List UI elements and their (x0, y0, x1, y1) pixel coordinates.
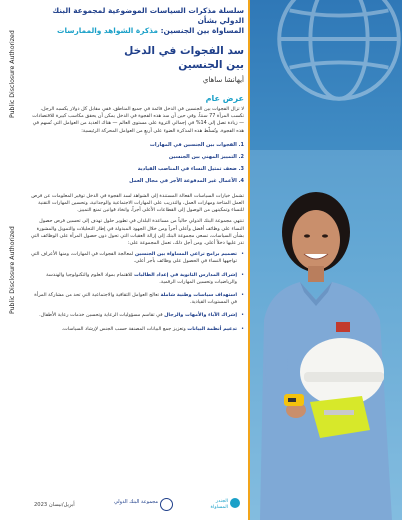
action-item (30, 272, 244, 286)
action-text: تعالج العوامل الثقافية والاجتماعية التي تحد من مشاركة المرأة في المستويات القيادية. (34, 292, 237, 306)
action-lead: إشراك المدارس الثانوية في إعداد الطالبات (134, 271, 237, 278)
action-item (30, 326, 244, 333)
publication-date: أبريل/نيسان 2023 (34, 502, 75, 508)
action-text: لمعالجة الفجوات في المهارات، ومنها الأعراف التي تواجهها النساء في الحصول على وظائف بأجر أعلى. (31, 251, 237, 265)
policy-options-paragraph: تشمل خيارات السياسات الفعالة المستندة إلى الشواهد لسد الفجوة في الدخل توفير المعلومات عن فرص العمل المتاحة ومهارات العمل، والتدريب على المهارات الاجتماعية والوجدانية، وتحسين المهارات التقنية للنساء وتمكينهن من الوصول إلى القطاعات الأعلى أجراً، واتخاذ قوانين تمنع التمييز. (31, 192, 244, 214)
action-text: وتعزيز جمع البيانات المصنفة حسب الجنس لإرشاد السياسات. (61, 325, 186, 332)
gender-logo (202, 497, 242, 512)
world-bank-work-paragraph: تنتهي مجموعة البنك الدولي حالياً من مساعدة البلدان في تطوير حلول تهدف إلى تحسين فرص حصول النساء على وظائف أفضل وأعلى أجراً ومن خلال الجهود المبذولة في إطار التحليلات والتمويل والمشورة بشأن السياسات، تسعى مجموعة البنك إلى إزالة العقبات التي تحول دون حصول المرأة على الوظائف التي تدر عليها دخلاً أعلى. ومن أجل ذلك، تعمل المجموعة على: (30, 218, 244, 247)
action-lead: استهداف سياسات وطنية شاملة (160, 292, 237, 299)
series-line-2: المساواة بين الجنسين: (160, 26, 244, 35)
world-bank-globe-icon (160, 498, 173, 511)
action-item (30, 292, 244, 306)
series-line-1: سلسلة مذكرات السياسات الموضوعية لمجموعة البنك الدولي بشأن (52, 6, 244, 25)
action-lead: تصميم برامج تراعي المساواة بين الجنسين (134, 251, 237, 258)
series-title (30, 6, 244, 36)
main-text-column (30, 4, 244, 339)
world-bank-logo-text: مجموعة البنك الدولي (113, 499, 158, 505)
disclosure-strip (0, 0, 22, 520)
actions-list (30, 251, 244, 333)
disclosure-label-top: Public Disclosure Authorized (9, 30, 16, 118)
title-line-1: سد الفجوات في الدخل (124, 45, 244, 57)
worker-photo (250, 0, 402, 520)
overview-heading: عرض عام (205, 94, 244, 103)
driver-item: 3. ضعف تمثيل النساء في المناصب القيادية (137, 165, 244, 172)
title-line-2: بين الجنسين (178, 59, 244, 71)
action-text: للاهتمام بمواد العلوم والتكنولوجيا والهندسة والرياضيات وتحسين المهارات الرقمية. (46, 271, 237, 285)
page-title (30, 44, 244, 72)
action-lead: إشراك الآباء والأمهات والرجال (164, 312, 237, 319)
driver-item: 2. التمييز المهني بين الجنسين (168, 153, 244, 160)
world-bank-logo (114, 497, 182, 512)
action-item (30, 312, 244, 319)
page-footer (30, 494, 244, 514)
driver-item: 4. الأعمال غير المدفوعة الأجر في مجال العمل (129, 177, 244, 184)
disclosure-label-bottom: Public Disclosure Authorized (9, 226, 16, 314)
gender-logo-icon (230, 498, 240, 508)
action-lead: تدعيم أنظمة البيانات (187, 325, 237, 332)
overview-intro: لا تزال الفجوات بين الجنسين في الدخل قائمة في جميع المناطق، ففي مقابل كل دولار يكسبه الرجل، تكسب المرأة 77 سنتاً. وفي حين أن سد هذه الفجوة في الدخل يمكن أن يحقق مكاسب كبيرة للاقتصادات — زيادة تصل إلى 14% في إجمالي الثروة على مستوى العالم — هناك العديد من العوامل التي تُسهم في هذه الفجوة. وتُسلّط هذه المذكرة الضوء على أربعٍ من العوامل المحركة الرئيسية: (32, 106, 244, 134)
author-name: أيهانشا ساهاي (202, 76, 244, 84)
cover-photo-panel (250, 0, 402, 520)
drivers-list (30, 139, 244, 187)
gender-logo-text: الجندر المساواة (210, 499, 228, 510)
action-text: في تقاسم مسؤوليات الرعاية وتحسين خدمات رعاية الأطفال. (39, 312, 163, 319)
series-highlight: مذكرة الشواهد والممارسات (57, 26, 158, 35)
action-item (30, 251, 244, 265)
driver-item: 1. الفجوات بين الجنسين في المهارات (149, 141, 244, 148)
